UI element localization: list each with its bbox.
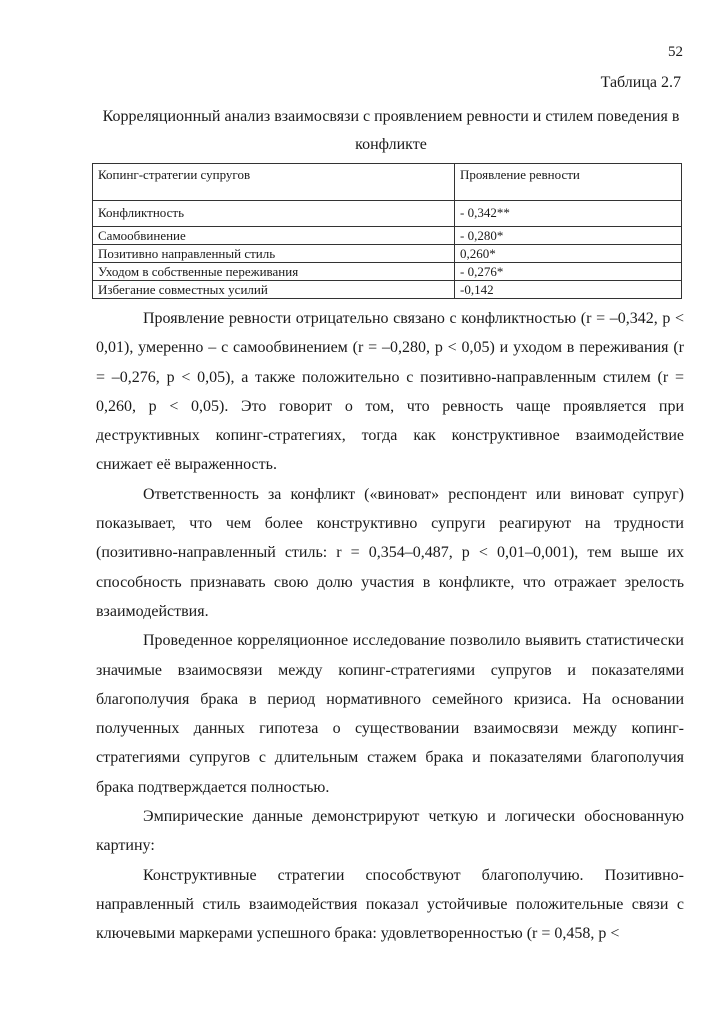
paragraph: Конструктивные стратегии способствуют благополучию. Позитивно-направленный стиль взаимодействия показал устойчивые положительные связи с ключевыми маркерами успешного брака: удовлетворенностью (r = 0,458, p <	[96, 866, 684, 943]
table-cell-value: 0,260*	[455, 245, 682, 263]
table-caption: Корреляционный анализ взаимосвязи с проявлением ревности и стилем поведения в конфликте	[102, 108, 680, 153]
table-cell-strategy: Конфликтность	[93, 201, 455, 227]
table-cell-value: - 0,280*	[455, 227, 682, 245]
table-cell-value: -0,142	[455, 281, 682, 299]
table-row	[93, 227, 682, 245]
page-number: 52	[668, 44, 683, 60]
correlation-table	[92, 163, 682, 299]
body-text	[96, 304, 684, 949]
paragraph: Ответственность за конфликт («виноват» респондент или виноват супруг) показывает, что чем более конструктивно супруги реагируют на трудности (позитивно-направленный стиль: r = 0,354–0,487, p < 0,01–0,001), тем выше их способность признавать свою долю участия в конфликте, что отражает зрелость взаимодействия.	[96, 485, 684, 620]
table-header-cell: Проявление ревности	[455, 164, 682, 201]
table-cell-value: - 0,276*	[455, 263, 682, 281]
table-cell-strategy: Самообвинение	[93, 227, 455, 245]
table-cell-value: - 0,342**	[455, 201, 682, 227]
table-label: Таблица 2.7	[600, 74, 681, 91]
table-row	[93, 281, 682, 299]
table-row	[93, 263, 682, 281]
table-row	[93, 201, 682, 227]
table-header-cell: Копинг-стратегии супругов	[93, 164, 455, 201]
table-cell-strategy: Избегание совместных усилий	[93, 281, 455, 299]
table-row	[93, 245, 682, 263]
paragraph: Проведенное корреляционное исследование позволило выявить статистически значимые взаимосвязи между копинг-стратегиями супругов и показателями благополучия брака в период нормативного семейного кризиса. На основании полученных данных гипотеза о существовании взаимосвязи между копинг-стратегиями супругов с длительным стажем брака и показателями благополучия брака подтверждается полностью.	[96, 632, 684, 796]
paragraph: Эмпирические данные демонстрируют четкую и логически обоснованную картину:	[96, 808, 684, 855]
table-header-row	[93, 164, 682, 201]
table-cell-strategy: Позитивно направленный стиль	[93, 245, 455, 263]
table-cell-strategy: Уходом в собственные переживания	[93, 263, 455, 281]
paragraph: Проявление ревности отрицательно связано с конфликтностью (r = –0,342, p < 0,01), умеренно – с самообвинением (r = –0,280, p < 0,05) и уходом в переживания (r = –0,276, p < 0,05), а также положительно с позитивно-направленным стилем (r = 0,260, p < 0,05). Это говорит о том, что ревность чаще проявляется при деструктивных копинг-стратегиях, тогда как конструктивное взаимодействие снижает её выраженность.	[96, 310, 684, 474]
